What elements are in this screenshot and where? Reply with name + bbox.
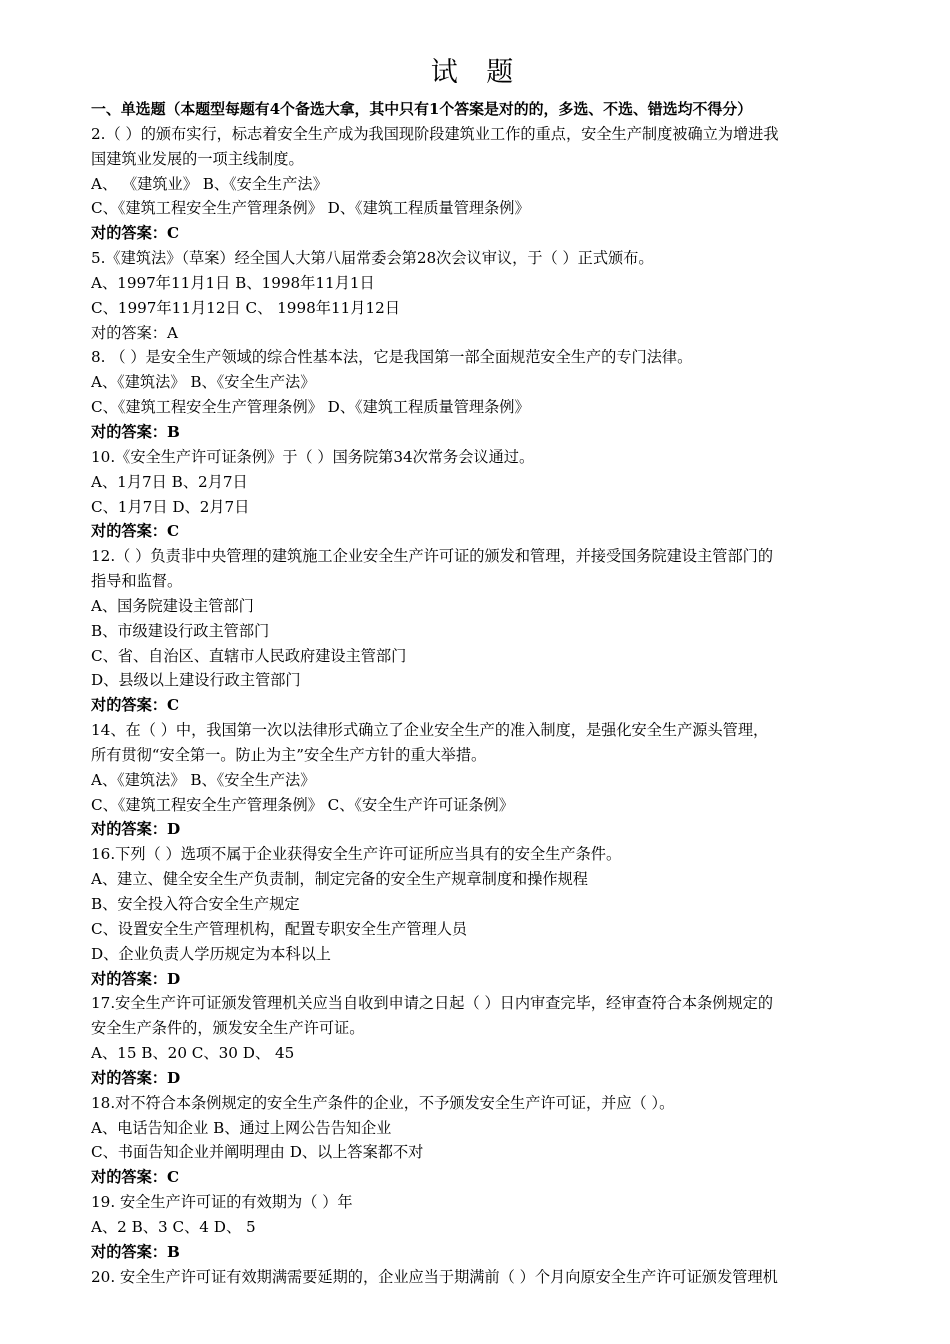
question-line: C、《建筑工程安全生产管理条例》 D、《建筑工程质量管理条例》 (91, 398, 530, 417)
answer-line: 对的答案：D (91, 1068, 181, 1087)
question-list (91, 97, 863, 1290)
question-line: A、国务院建设主管部门 (91, 596, 254, 615)
question-line: C、《建筑工程安全生产管理条例》 C、《安全生产许可证条例》 (91, 795, 514, 814)
question-line: D、企业负责人学历规定为本科以上 (91, 944, 331, 963)
question-line: 2.（ ）的颁布实行，标志着安全生产成为我国现阶段建筑业工作的重点，安全生产制度被确立为增进我 (91, 124, 779, 143)
question-line: D、县级以上建设行政主管部门 (91, 671, 301, 690)
question-line: 19. 安全生产许可证的有效期为（ ）年 (91, 1193, 353, 1212)
question-line: 20. 安全生产许可证有效期满需要延期的，企业应当于期满前（ ）个月向原安全生产许可证颁发管理机 (91, 1267, 778, 1286)
question-line: 17.安全生产许可证颁发管理机关应当自收到申请之日起（ ）日内审查完毕，经审查符合本条例规定的 (91, 994, 774, 1013)
page-title: 试 题 (430, 57, 524, 88)
question-line: A、15 B、20 C、30 D、 45 (91, 1044, 295, 1063)
question-line: 指导和监督。 (91, 572, 183, 591)
question-line: A、建立、健全安全生产负责制，制定完备的安全生产规章制度和操作规程 (91, 870, 588, 889)
question-line: A、1月7日 B、2月7日 (91, 472, 248, 491)
question-line: 12.（ ）负责非中央管理的建筑施工企业安全生产许可证的颁发和管理，并接受国务院建设主管部门的 (91, 547, 774, 566)
question-line: 10.《安全生产许可证条例》于（ ）国务院第34次常务会议通过。 (91, 447, 535, 466)
question-line: A、2 B、3 C、4 D、 5 (91, 1217, 256, 1236)
section-heading: 一、单选题（本题型每题有4个备选大拿，其中只有1个答案是对的的，多选、不选、错选均不得分） (91, 100, 753, 118)
question-line: A、《建筑法》 B、《安全生产法》 (91, 373, 316, 392)
answer-line: 对的答案：C (91, 522, 180, 541)
question-line: A、《建筑法》 B、《安全生产法》 (91, 770, 316, 789)
question-line: 国建筑业发展的一项主线制度。 (91, 149, 304, 168)
question-line: 14、在（ ）中，我国第一次以法律形式确立了企业安全生产的准入制度，是强化安全生产源头管理， (91, 721, 769, 740)
question-line: 5.《建筑法》（草案）经全国人大第八届常委会第28次会议审议，于（ ）正式颁布。 (91, 249, 654, 268)
question-line: C、省、自治区、直辖市人民政府建设主管部门 (91, 646, 407, 665)
question-line: 18.对不符合本条例规定的安全生产条件的企业，不予颁发安全生产许可证，并应（ ）。 (91, 1093, 675, 1112)
question-line: C、1月7日 D、2月7日 (91, 497, 250, 516)
question-line: 所有贯彻“安全第一。防止为主”安全生产方针的重大举措。 (91, 745, 487, 764)
question-line: C、1997年11月12日 C、 1998年11月12日 (91, 298, 401, 317)
question-line: 8. （ ）是安全生产领域的综合性基本法，它是我国第一部全面规范安全生产的专门法律。 (91, 348, 693, 367)
question-line: C、书面告知企业并阐明理由 D、以上答案都不对 (91, 1143, 424, 1162)
question-line: C、设置安全生产管理机构，配置专职安全生产管理人员 (91, 919, 468, 938)
answer-line: 对的答案：B (91, 422, 180, 441)
question-line: 对的答案：A (91, 323, 178, 342)
question-line: 16.下列（ ）选项不属于企业获得安全生产许可证所应当具有的安全生产条件。 (91, 845, 622, 864)
question-line: B、安全投入符合安全生产规定 (91, 895, 300, 913)
question-line: 安全生产条件的，颁发安全生产许可证。 (91, 1019, 365, 1038)
question-line: A、电话告知企业 B、通过上网公告告知企业 (91, 1118, 392, 1137)
question-line: A、 《建筑业》 B、《安全生产法》 (91, 174, 328, 193)
answer-line: 对的答案：C (91, 696, 180, 715)
answer-line: 对的答案：D (91, 969, 181, 988)
question-line: C、《建筑工程安全生产管理条例》 D、《建筑工程质量管理条例》 (91, 199, 530, 218)
answer-line: 对的答案：C (91, 224, 180, 243)
question-line: B、市级建设行政主管部门 (91, 621, 270, 640)
answer-line: 对的答案：D (91, 820, 181, 839)
question-line: A、1997年11月1日 B、1998年11月1日 (91, 273, 375, 292)
answer-line: 对的答案：C (91, 1168, 180, 1187)
answer-line: 对的答案：B (91, 1242, 180, 1261)
